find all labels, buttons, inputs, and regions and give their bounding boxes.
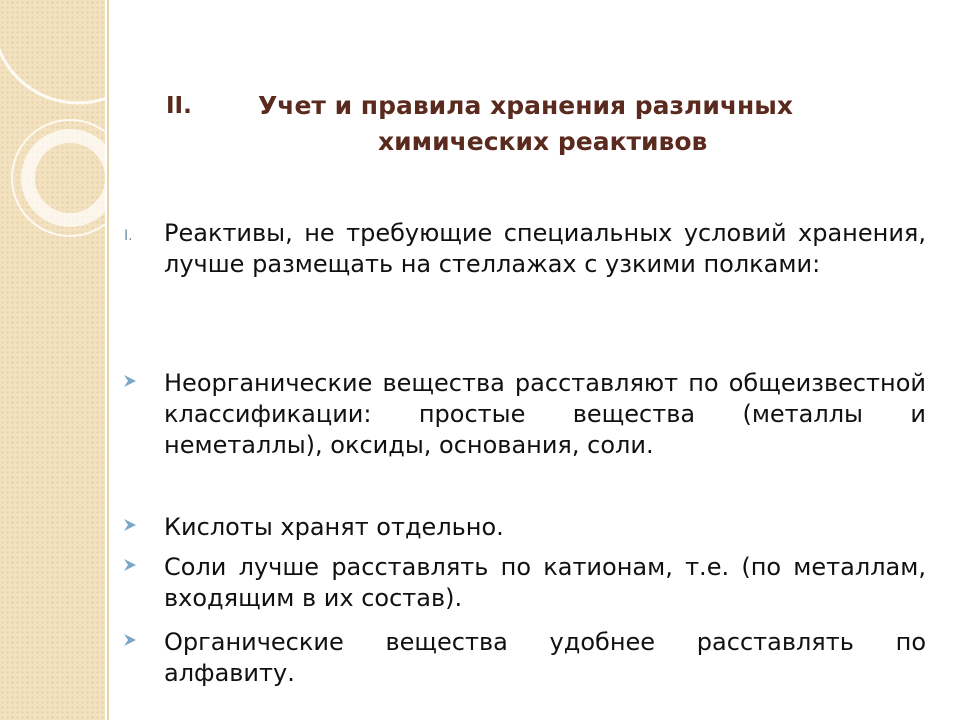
title-number: II. [166,93,192,119]
title-line-1: Учет и правила хранения различных [258,91,794,120]
arrowhead-right-icon [122,373,138,389]
title-line-2: химических реактивов [378,127,708,156]
arrowhead-right-icon [122,632,138,648]
side-divider [107,0,109,720]
bullet-item-4: Органические вещества удобнее расставлять по алфавиту. [164,628,926,687]
decorative-circles [0,0,105,720]
decorative-side-band [0,0,105,720]
intro-number: I. [124,228,133,244]
bullet-item-3: Соли лучше расставлять по катионам, т.е. (по металлам, входящим в их состав). [164,553,926,612]
bullet-item-2: Кислоты хранят отдельно. [164,513,504,541]
intro-paragraph: Реактивы, не требующие специальных условий хранения, лучше размещать на стеллажах с узкими полками: [164,219,926,278]
arrowhead-right-icon [122,517,138,533]
arrowhead-right-icon [122,557,138,573]
bullet-item-1: Неорганические вещества расставляют по общеизвестной классификации: простые вещества (металлы и неметаллы), оксиды, основания, соли. [164,369,926,459]
